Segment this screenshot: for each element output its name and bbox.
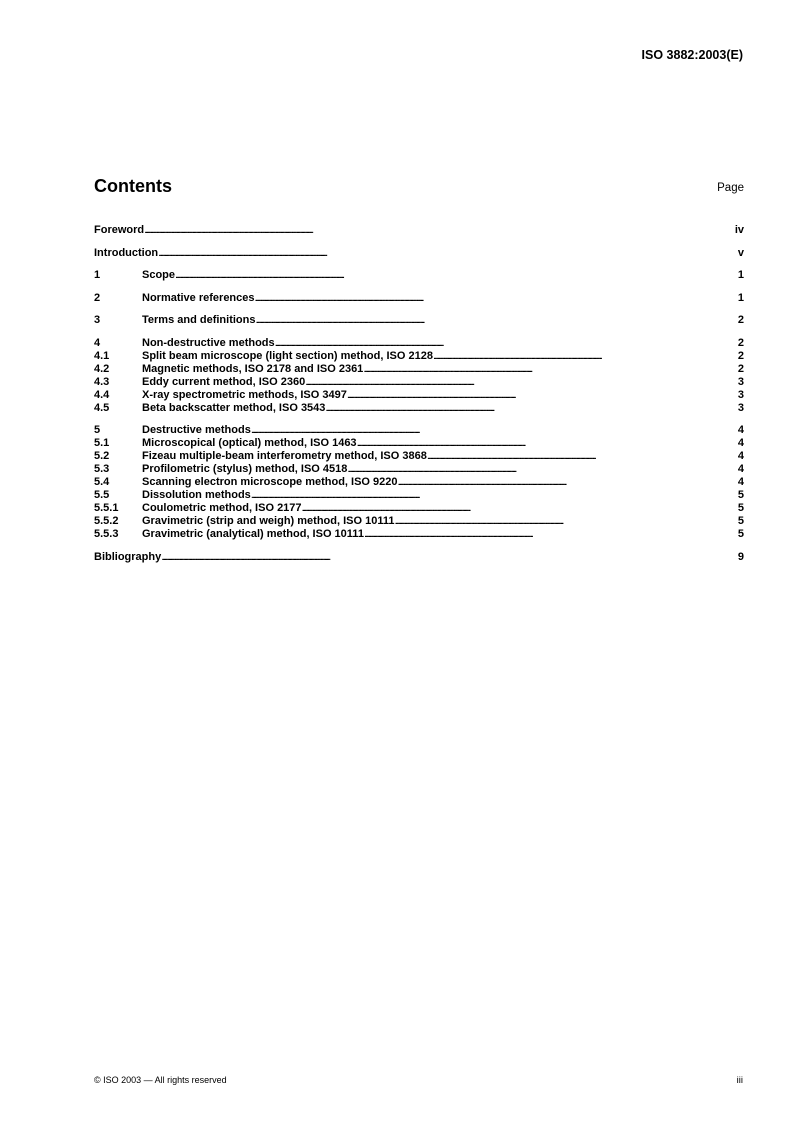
toc-entry-title: Gravimetric (analytical) method, ISO 10111 bbox=[142, 528, 364, 540]
toc-entry-title: Introduction bbox=[94, 246, 159, 259]
toc-entry-page: 1 bbox=[737, 269, 744, 281]
toc-entry-number: 5.3 bbox=[94, 463, 110, 475]
contents-header bbox=[94, 176, 744, 200]
toc-entry-page: 5 bbox=[737, 489, 744, 501]
toc-entry-title: Non-destructive methods bbox=[142, 336, 275, 349]
toc-dot-leader bbox=[144, 224, 735, 237]
toc-dot-leader bbox=[255, 292, 738, 305]
toc-dot-leader bbox=[158, 247, 738, 260]
toc-entry-title: X-ray spectrometric methods, ISO 3497 bbox=[142, 388, 347, 401]
toc-entry-page: 9 bbox=[737, 550, 744, 563]
toc-entry-page: 4 bbox=[737, 424, 744, 436]
toc-entry-page: 3 bbox=[737, 375, 744, 388]
toc-entry-title: Destructive methods bbox=[142, 424, 251, 436]
toc-entry-page: 4 bbox=[737, 437, 744, 449]
toc-entry-page: 2 bbox=[737, 349, 744, 362]
toc-entry[interactable] bbox=[94, 376, 744, 389]
toc-entry-page: 4 bbox=[737, 463, 744, 475]
toc-entry-page: 5 bbox=[737, 528, 744, 540]
toc-entry-title: Coulometric method, ISO 2177 bbox=[142, 502, 302, 514]
toc-entry-number: 5.5 bbox=[94, 489, 110, 501]
footer-page-number: iii bbox=[736, 1075, 743, 1086]
toc-entry-number: 1 bbox=[94, 269, 101, 281]
toc-entry[interactable] bbox=[94, 269, 744, 282]
toc-entry-page: 5 bbox=[737, 515, 744, 527]
contents-title: Contents bbox=[94, 176, 172, 196]
toc-entry-title: Normative references bbox=[142, 291, 255, 304]
document-id: ISO 3882:2003(E) bbox=[641, 48, 743, 62]
toc-entry-page: iv bbox=[734, 224, 744, 236]
toc-entry-number: 5.4 bbox=[94, 476, 110, 488]
toc-dot-leader bbox=[302, 502, 738, 515]
page-column-label: Page bbox=[717, 182, 744, 194]
toc-dot-leader bbox=[251, 489, 738, 502]
toc-entry-number: 3 bbox=[94, 314, 101, 326]
toc-entry[interactable] bbox=[94, 476, 744, 489]
toc-entry-title: Foreword bbox=[94, 224, 145, 236]
toc-dot-leader bbox=[325, 402, 737, 415]
toc-entry-page: 3 bbox=[737, 388, 744, 401]
toc-entry[interactable] bbox=[94, 224, 744, 237]
toc-entry-title: Dissolution methods bbox=[142, 489, 251, 501]
toc-entry-number: 5.1 bbox=[94, 437, 110, 449]
toc-entry-page: 4 bbox=[737, 450, 744, 462]
toc-entry[interactable] bbox=[94, 450, 744, 463]
toc-entry-title: Profilometric (stylus) method, ISO 4518 bbox=[142, 463, 348, 475]
toc-entry[interactable] bbox=[94, 363, 744, 376]
toc-dot-leader bbox=[398, 476, 738, 489]
toc-dot-leader bbox=[347, 389, 738, 402]
toc-entry-number: 4.5 bbox=[94, 401, 110, 414]
toc-entry-number: 5.5.3 bbox=[94, 528, 119, 540]
toc-entry-number: 5.5.2 bbox=[94, 515, 119, 527]
toc-entry-page: 2 bbox=[737, 362, 744, 375]
table-of-contents bbox=[94, 224, 744, 564]
toc-entry-number: 2 bbox=[94, 291, 101, 304]
toc-entry-title: Bibliography bbox=[94, 550, 162, 563]
toc-entry-title: Magnetic methods, ISO 2178 and ISO 2361 bbox=[142, 362, 364, 375]
toc-dot-leader bbox=[357, 437, 738, 450]
toc-entry-title: Beta backscatter method, ISO 3543 bbox=[142, 401, 326, 414]
toc-dot-leader bbox=[363, 363, 738, 376]
toc-dot-leader bbox=[255, 314, 737, 327]
toc-entry[interactable] bbox=[94, 502, 744, 515]
toc-entry-page: v bbox=[737, 246, 744, 259]
toc-entry[interactable] bbox=[94, 437, 744, 450]
toc-entry-number: 4.3 bbox=[94, 375, 110, 388]
toc-dot-leader bbox=[347, 463, 737, 476]
toc-entry-page: 5 bbox=[737, 502, 744, 514]
toc-entry[interactable] bbox=[94, 337, 744, 350]
toc-entry-title: Fizeau multiple-beam interferometry method, ISO 3868 bbox=[142, 450, 427, 462]
toc-entry[interactable] bbox=[94, 247, 744, 260]
toc-entry[interactable] bbox=[94, 463, 744, 476]
footer-copyright: © ISO 2003 — All rights reserved bbox=[94, 1075, 227, 1085]
toc-entry-title: Microscopical (optical) method, ISO 1463 bbox=[142, 437, 357, 449]
toc-dot-leader bbox=[427, 450, 738, 463]
toc-entry-number: 4.4 bbox=[94, 388, 110, 401]
toc-entry-number: 5 bbox=[94, 424, 101, 436]
toc-entry-page: 3 bbox=[737, 401, 744, 414]
toc-entry-number: 4.1 bbox=[94, 349, 110, 362]
toc-dot-leader bbox=[251, 424, 738, 437]
toc-dot-leader bbox=[433, 350, 738, 363]
toc-entry-page: 2 bbox=[737, 336, 744, 349]
toc-entry[interactable] bbox=[94, 424, 744, 437]
toc-dot-leader bbox=[394, 515, 737, 528]
toc-dot-leader bbox=[364, 528, 738, 541]
toc-entry-page: 1 bbox=[737, 291, 744, 304]
toc-entry-title: Gravimetric (strip and weigh) method, ISO 10111 bbox=[142, 515, 395, 527]
toc-entry-page: 2 bbox=[737, 314, 744, 326]
toc-entry-title: Split beam microscope (light section) method, ISO 2128 bbox=[142, 349, 433, 362]
toc-entry[interactable] bbox=[94, 489, 744, 502]
toc-entry[interactable] bbox=[94, 314, 744, 327]
toc-entry[interactable] bbox=[94, 402, 744, 415]
toc-dot-leader bbox=[175, 269, 738, 282]
toc-entry[interactable] bbox=[94, 515, 744, 528]
toc-dot-leader bbox=[275, 337, 738, 350]
toc-entry-title: Scanning electron microscope method, ISO 9220 bbox=[142, 476, 398, 488]
toc-dot-leader bbox=[161, 551, 738, 564]
toc-entry-number: 5.2 bbox=[94, 450, 110, 462]
toc-entry-title: Terms and definitions bbox=[142, 314, 256, 326]
toc-entry[interactable] bbox=[94, 551, 744, 564]
toc-entry-page: 4 bbox=[737, 476, 744, 488]
toc-entry[interactable] bbox=[94, 292, 744, 305]
toc-entry-number: 5.5.1 bbox=[94, 502, 119, 514]
toc-entry-number: 4.2 bbox=[94, 362, 110, 375]
toc-entry[interactable] bbox=[94, 528, 744, 541]
toc-dot-leader bbox=[305, 376, 738, 389]
toc-entry[interactable] bbox=[94, 350, 744, 363]
toc-entry-title: Eddy current method, ISO 2360 bbox=[142, 375, 306, 388]
toc-entry-number: 4 bbox=[94, 336, 101, 349]
toc-entry-title: Scope bbox=[142, 269, 176, 281]
toc-entry[interactable] bbox=[94, 389, 744, 402]
